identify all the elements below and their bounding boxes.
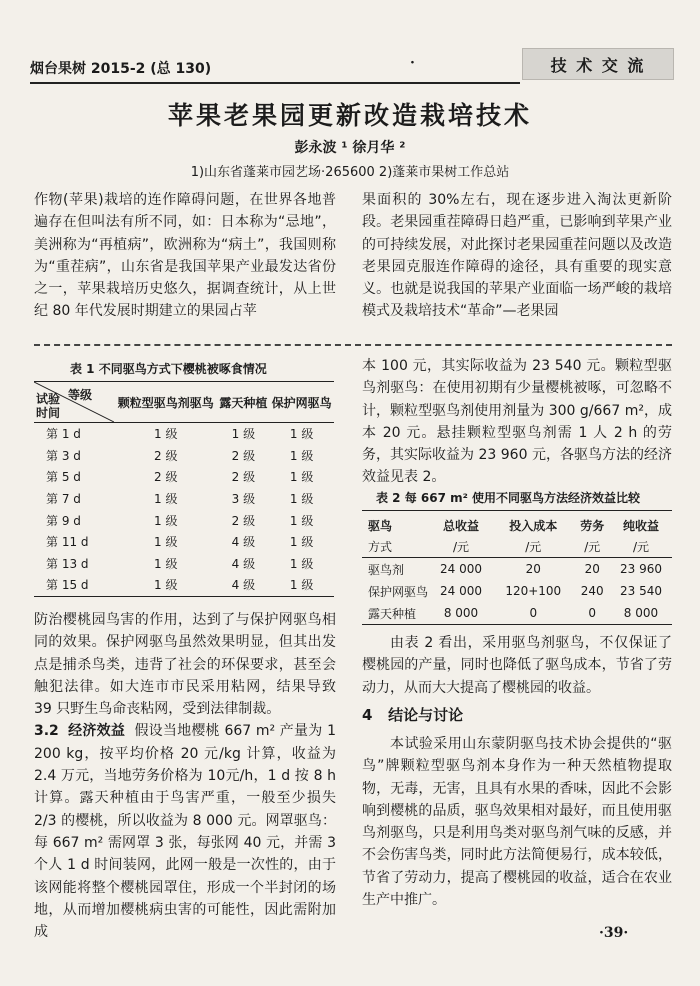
table-cell: 3 级 xyxy=(231,492,256,507)
table1-corner-cell xyxy=(34,382,114,423)
time-label-line2: 时间 xyxy=(36,406,61,420)
journal-issue: 烟台果树 2015-2 (总 130) xyxy=(30,61,212,77)
table-row xyxy=(34,553,334,575)
table-cell: 240 xyxy=(580,584,604,598)
intro-right-text: 果面积的 30%左右，现在逐步进入淘汰更新阶段。老果园重茬障碍日趋严重，已影响到苹果产业的可持续发展，对此探讨老果园重茬问题以及改造老果园克服连作障碍的途径，具有重要的现实意义。也就是说我国的苹果产业面临一场严峻的栽培模式及栽培技术“革命”—老果园 xyxy=(362,192,672,320)
table-cell: 1 级 xyxy=(289,535,314,550)
table-cell: 1 级 xyxy=(154,556,178,571)
table-cell: 1 级 xyxy=(289,448,314,463)
table-cell: 露天种植 xyxy=(368,606,417,621)
table2-header-row xyxy=(362,511,672,536)
table-row xyxy=(34,509,334,531)
table-cell: 4 级 xyxy=(231,535,256,550)
header-mark: · xyxy=(410,55,415,71)
table-cell: 4 级 xyxy=(231,556,256,571)
table-cell: 2 级 xyxy=(154,470,178,485)
section-3-2-number: 3.2 xyxy=(34,723,59,740)
table-cell: 1 级 xyxy=(289,578,314,593)
right-lower-column xyxy=(362,632,672,699)
table-cell: 1 级 xyxy=(289,556,314,571)
section-3-2-paragraph xyxy=(34,720,336,943)
table2-unit-cell: /元 xyxy=(492,535,575,558)
table-cell: 2 级 xyxy=(231,470,256,485)
table-cell: 驱鸟剂 xyxy=(368,562,405,577)
article-affiliations: 1)山东省蓬莱市园艺场·265600 2)蓬莱市果树工作总站 xyxy=(190,165,510,180)
paragraph-conclusion: 本试验采用山东蒙阴驱鸟技术协会提供的“驱鸟”牌颗粒型驱鸟剂本身作为一种天然植物提取物，无毒，无害，且具有水果的香味，因此不会影响到樱桃的品质，驱鸟效果相对最好，而且使用驱鸟剂驱鸟，只是利用鸟类对驱鸟剂气味的反感，并不会伤害鸟类，同时此方法简便易行，成本较低，节省了劳动力，提高了樱桃园的收益，适合在农业生产中推广。 xyxy=(362,736,672,909)
table2-unit-cell: /元 xyxy=(610,535,672,558)
table-cell: 24 000 xyxy=(440,584,482,598)
table-cell: 1 级 xyxy=(154,492,178,507)
table-cell: 保护网驱鸟 xyxy=(368,584,429,599)
table-cell: 2 级 xyxy=(231,448,256,463)
table-cell: 24 000 xyxy=(440,562,482,576)
time-label-line1: 试验 xyxy=(36,392,61,406)
table-cell: 1 级 xyxy=(289,427,314,442)
table1-caption: 表 1 不同驱鸟方式下樱桃被啄食情况 xyxy=(70,362,267,376)
section-badge: 技 术 交 流 xyxy=(522,48,674,80)
table-cell: 第 3 d xyxy=(46,448,81,463)
table-cell: 2 级 xyxy=(154,448,178,463)
table2-col-header: 劳务 xyxy=(580,518,605,533)
table-cell: 8 000 xyxy=(443,606,479,620)
article-authors: 彭永波 ¹ 徐月华 ² xyxy=(294,140,406,156)
table-cell: 23 960 xyxy=(619,562,662,576)
paragraph-netting: 防治樱桃园鸟害的作用，达到了与保护网驱鸟相同的效果。保护网驱鸟虽然效果明显，但其出发点是捕杀鸟类，违背了社会的环保要求，甚至会触犯法律。如大连市市民采用粘网，结果导致 39 只野生鸟命丧粘网，受到法律制裁。 xyxy=(34,612,336,718)
table-cell: 1 级 xyxy=(154,535,178,550)
table-cell: 120+100 xyxy=(505,584,562,598)
intro-left-text: 作物(苹果)栽培的连作障碍问题，在世界各地普遍存在但叫法有所不同，如：日本称为“忌地”，美洲称为“再植病”，欧洲称为“病土”，我国则称为“重茬病”，山东省是我国苹果产业最发达省份之一，苹果栽培历史悠久，据调查统计，从上世纪 80 年代发展时期建立的果园占苹 xyxy=(34,192,336,320)
article-title: 苹果老果园更新改造栽培技术 xyxy=(167,101,532,130)
section-3-2-title: 经济效益 xyxy=(68,723,126,740)
table2 xyxy=(362,510,672,625)
table-cell: 23 540 xyxy=(619,584,662,598)
table-row xyxy=(34,531,334,553)
table-cell: 0 xyxy=(588,606,597,620)
table-row xyxy=(362,580,672,602)
section-3-2-text: 假设当地樱桃 667 m² 产量为 1 200 kg，按平均价格 20 元/kg 计算，收益为 2.4 万元，当地劳务价格为 10元/h，1 d 按 8 h 计算。露天种植由于鸟害严重，一般至少损失 2/3 的樱桃，所以收益为 8 000 元。网罩驱鸟：每 667 m² 需网罩 3 张，每张网 40 元，并需 3 个人 1 d 时间装网，此网一般是一次性的，由于该网能将整个樱桃园罩住，形成一个半封闭的场地，从而增加樱桃病虫害的可能性，因此需附加成 xyxy=(34,723,337,941)
table-row xyxy=(34,423,334,445)
table-cell: 20 xyxy=(584,562,600,576)
table-cell: 第 5 d xyxy=(46,470,81,485)
table2-unit-row xyxy=(362,535,672,558)
table-cell: 1 级 xyxy=(154,578,178,593)
right-upper-column xyxy=(362,355,672,489)
table-cell: 1 级 xyxy=(289,492,314,507)
table-cell: 8 000 xyxy=(623,606,659,620)
table2-col-header: 总收益 xyxy=(443,518,480,533)
table-row xyxy=(34,488,334,510)
dashed-divider xyxy=(34,344,672,346)
table-cell: 0 xyxy=(529,606,538,620)
table1-col-header: 保护网驱鸟 xyxy=(269,382,334,423)
table-cell: 2 级 xyxy=(231,513,256,528)
table-cell: 20 xyxy=(525,562,541,576)
table2-col-header: 纯收益 xyxy=(622,518,659,533)
table-cell: 第 11 d xyxy=(46,535,89,550)
table-row xyxy=(34,445,334,467)
table-row xyxy=(362,602,672,625)
table-cell: 第 15 d xyxy=(46,578,89,593)
page-number: ·39· xyxy=(599,925,629,941)
table2-unit-cell: /元 xyxy=(575,535,610,558)
table-cell: 第 13 d xyxy=(46,556,89,571)
table-row xyxy=(362,558,672,581)
table2-unit-cell: 方式 xyxy=(362,535,430,558)
table-cell: 1 级 xyxy=(231,427,256,442)
table2-col-header: 投入成本 xyxy=(509,518,558,533)
table2-unit-cell: /元 xyxy=(430,535,492,558)
intro-right-column xyxy=(362,189,672,323)
table-row xyxy=(34,466,334,488)
intro-left-column xyxy=(34,189,336,323)
grade-label: 等级 xyxy=(67,388,92,402)
table-cell: 1 级 xyxy=(289,470,314,485)
table-cell: 1 级 xyxy=(154,513,178,528)
table-cell: 第 1 d xyxy=(46,427,81,442)
table1-header-row xyxy=(34,382,334,423)
section-4-heading xyxy=(362,704,463,725)
table-cell: 第 7 d xyxy=(46,492,81,507)
table-cell: 1 级 xyxy=(154,427,178,442)
paragraph-cost: 本 100 元，其实际收益为 23 540 元。颗粒型驱鸟剂驱鸟：在使用初期有少量樱桃被啄，可忽略不计，颗粒型驱鸟剂使用剂量为 300 g/667 m²，成本 20 元。悬挂颗粒型驱鸟剂需 1 人 2 h 的劳务，其实际收益为 23 960 元，各驱鸟方法的经济效益见表 2。 xyxy=(362,358,672,486)
table-cell: 第 9 d xyxy=(46,513,81,528)
left-lower-column xyxy=(34,609,336,943)
table-cell: 1 级 xyxy=(289,513,314,528)
table-cell: 4 级 xyxy=(231,578,256,593)
table1 xyxy=(34,381,334,597)
header-rule xyxy=(30,82,520,84)
table-row xyxy=(34,574,334,596)
section-4-number: 4 xyxy=(362,706,373,724)
table1-col-header: 露天种植 xyxy=(218,382,270,423)
section-4-title: 结论与讨论 xyxy=(388,706,464,724)
time-label xyxy=(36,392,60,420)
paragraph-table2-summary: 由表 2 看出，采用驱鸟剂驱鸟，不仅保证了樱桃园的产量，同时也降低了驱鸟成本，节省了劳动力，从而大大提高了樱桃园的收益。 xyxy=(362,635,672,696)
table1-col-header: 颗粒型驱鸟剂驱鸟 xyxy=(114,382,218,423)
table2-col-header: 驱鸟 xyxy=(368,518,393,533)
right-conclusion-column xyxy=(362,733,672,911)
table2-caption: 表 2 每 667 m² 使用不同驱鸟方法经济效益比较 xyxy=(376,491,641,505)
